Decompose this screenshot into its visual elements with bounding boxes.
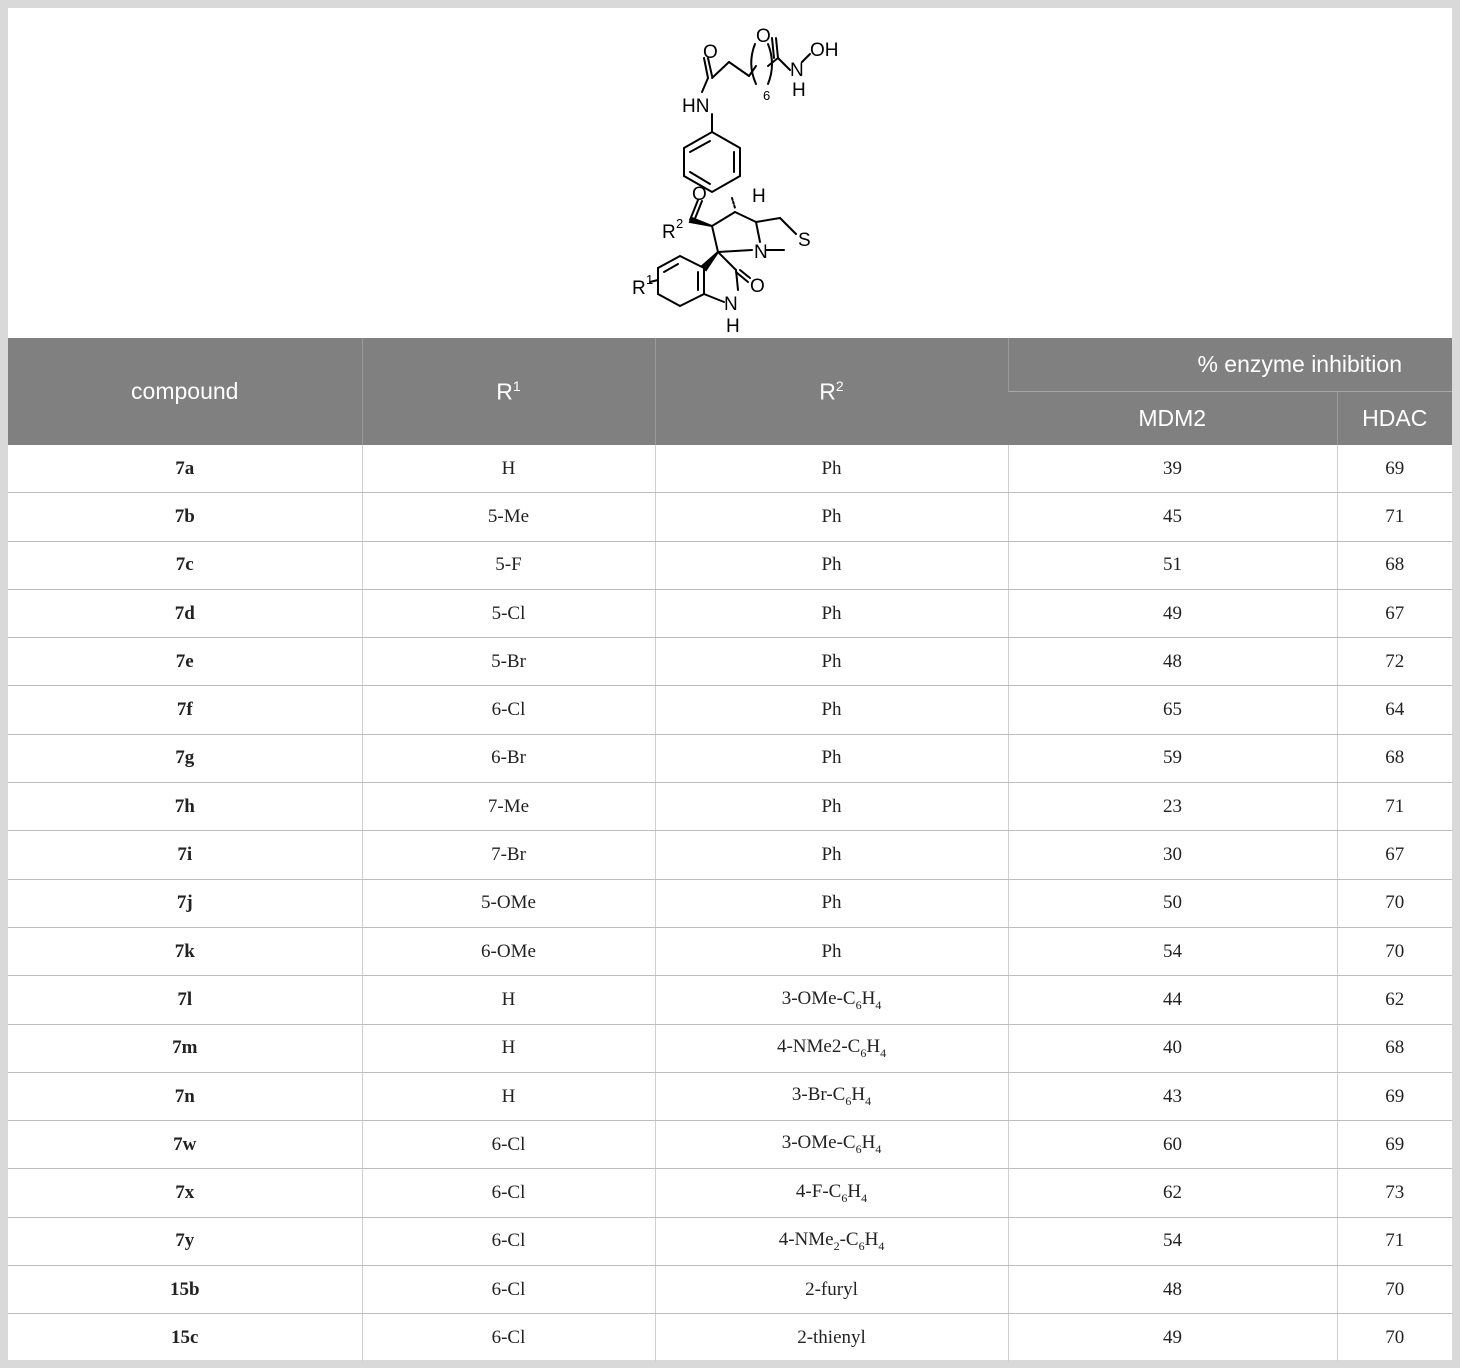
table-row xyxy=(8,493,1452,541)
cell-compound: 7d xyxy=(8,589,362,637)
cell-r2: $3-OMe-C_6H_4$ xyxy=(655,976,1008,1024)
cell-r1: 6-Cl xyxy=(362,1169,655,1217)
cell-r1: 5-F xyxy=(362,541,655,589)
cell-mdm2: 62 xyxy=(1008,1169,1337,1217)
cell-hdac: 70 xyxy=(1337,927,1452,975)
hydrogen-label: H xyxy=(752,186,766,207)
hydrogen-label: H xyxy=(726,316,740,336)
header-enzyme-inhibition: % enzyme inhibition xyxy=(1008,338,1452,392)
cell-mdm2: 45 xyxy=(1008,493,1337,541)
cell-r1: 6-Cl xyxy=(362,686,655,734)
cell-compound: 15b xyxy=(8,1266,362,1314)
inhibition-table xyxy=(8,338,1452,1362)
cell-mdm2: 30 xyxy=(1008,831,1337,879)
cell-mdm2: 65 xyxy=(1008,686,1337,734)
cell-hdac: 70 xyxy=(1337,1266,1452,1314)
table-figure xyxy=(8,8,1452,1360)
table-row xyxy=(8,783,1452,831)
cell-compound: 7e xyxy=(8,638,362,686)
cell-mdm2: 49 xyxy=(1008,589,1337,637)
cell-mdm2: 54 xyxy=(1008,1217,1337,1265)
table-row xyxy=(8,1217,1452,1265)
cell-r2: Ph xyxy=(655,445,1008,493)
cell-hdac: 70 xyxy=(1337,879,1452,927)
cell-hdac: 68 xyxy=(1337,541,1452,589)
cell-r1: 7-Me xyxy=(362,783,655,831)
cell-r1: 7-Br xyxy=(362,831,655,879)
cell-r2: $3-Br-C_6H_4$ xyxy=(655,1072,1008,1120)
cell-r1: H xyxy=(362,1024,655,1072)
hydrogen-label: H xyxy=(792,80,806,101)
cell-compound: 7h xyxy=(8,783,362,831)
table-row xyxy=(8,879,1452,927)
cell-mdm2: 54 xyxy=(1008,927,1337,975)
nitrogen-label: N xyxy=(790,60,804,81)
amide-nh-label: HN xyxy=(682,96,710,117)
cell-hdac: 68 xyxy=(1337,1024,1452,1072)
cell-hdac: 73 xyxy=(1337,1169,1452,1217)
cell-r2: $4-F-C_6H_4$ xyxy=(655,1169,1008,1217)
cell-compound: 7x xyxy=(8,1169,362,1217)
cell-r1: H xyxy=(362,976,655,1024)
cell-mdm2: 51 xyxy=(1008,541,1337,589)
cell-compound: 7g xyxy=(8,734,362,782)
cell-r1: 6-Br xyxy=(362,734,655,782)
cell-r2: Ph xyxy=(655,541,1008,589)
cell-compound: 7i xyxy=(8,831,362,879)
cell-r2: Ph xyxy=(655,493,1008,541)
table-row xyxy=(8,541,1452,589)
chemical-structure xyxy=(8,8,1452,338)
cell-mdm2: 59 xyxy=(1008,734,1337,782)
cell-hdac: 69 xyxy=(1337,1121,1452,1169)
cell-mdm2: 43 xyxy=(1008,1072,1337,1120)
cell-hdac: 69 xyxy=(1337,1072,1452,1120)
cell-compound: 7l xyxy=(8,976,362,1024)
cell-mdm2: 48 xyxy=(1008,638,1337,686)
cell-r1: 6-OMe xyxy=(362,927,655,975)
cell-r2: Ph xyxy=(655,686,1008,734)
cell-compound: 7y xyxy=(8,1217,362,1265)
header-r1: $R^1$ xyxy=(362,338,655,445)
cell-compound: 7a xyxy=(8,445,362,493)
table-row xyxy=(8,686,1452,734)
cell-mdm2: 50 xyxy=(1008,879,1337,927)
cell-mdm2: 39 xyxy=(1008,445,1337,493)
cell-r2: Ph xyxy=(655,927,1008,975)
cell-hdac: 68 xyxy=(1337,734,1452,782)
r1-label: R xyxy=(632,278,646,299)
cell-r2: $4-NMe2-C_6H_4$ xyxy=(655,1024,1008,1072)
table-row xyxy=(8,1169,1452,1217)
cell-compound: 7j xyxy=(8,879,362,927)
cell-compound: 7m xyxy=(8,1024,362,1072)
table-row xyxy=(8,927,1452,975)
cell-hdac: 62 xyxy=(1337,976,1452,1024)
cell-r2: 2-thienyl xyxy=(655,1314,1008,1362)
repeat-count-label: 6 xyxy=(763,88,771,103)
header-compound: compound xyxy=(8,338,362,445)
cell-hdac: 72 xyxy=(1337,638,1452,686)
cell-r1: 5-Me xyxy=(362,493,655,541)
cell-mdm2: 40 xyxy=(1008,1024,1337,1072)
header-r2: $R^2$ xyxy=(655,338,1008,445)
cell-r1: H xyxy=(362,445,655,493)
cell-hdac: 71 xyxy=(1337,493,1452,541)
table-row xyxy=(8,638,1452,686)
cell-r2: $4-NMe_2-C_6H_4$ xyxy=(655,1217,1008,1265)
nitrogen-label: N xyxy=(754,242,768,263)
cell-r2: Ph xyxy=(655,589,1008,637)
cell-r2: Ph xyxy=(655,879,1008,927)
structure-drawing xyxy=(608,14,868,336)
cell-r1: 5-Cl xyxy=(362,589,655,637)
header-mdm2: MDM2 xyxy=(1008,392,1337,446)
cell-r2: 2-furyl xyxy=(655,1266,1008,1314)
cell-compound: 7c xyxy=(8,541,362,589)
cell-compound: 7n xyxy=(8,1072,362,1120)
oxygen-label: O xyxy=(756,26,771,47)
cell-r1: 6-Cl xyxy=(362,1121,655,1169)
cell-hdac: 69 xyxy=(1337,445,1452,493)
cell-mdm2: 44 xyxy=(1008,976,1337,1024)
r2-superscript: 2 xyxy=(676,216,684,231)
cell-hdac: 64 xyxy=(1337,686,1452,734)
table-row xyxy=(8,1121,1452,1169)
cell-r2: Ph xyxy=(655,638,1008,686)
header-hdac: HDAC xyxy=(1337,392,1452,446)
sulfur-label: S xyxy=(798,230,811,251)
cell-compound: 15c xyxy=(171,1326,199,1348)
table-row xyxy=(8,831,1452,879)
cell-r1: H xyxy=(362,1072,655,1120)
cell-hdac: 71 xyxy=(1337,783,1452,831)
cell-r1: 5-OMe xyxy=(362,879,655,927)
table-row xyxy=(8,734,1452,782)
oxygen-label: O xyxy=(703,42,718,63)
oxygen-label: O xyxy=(750,276,765,297)
cell-r2: Ph xyxy=(655,783,1008,831)
r2-label: R xyxy=(662,222,676,243)
table-row xyxy=(8,589,1452,637)
cell-r2: $3-OMe-C_6H_4$ xyxy=(655,1121,1008,1169)
cell-hdac: 71 xyxy=(1337,1217,1452,1265)
table-row xyxy=(8,1266,1452,1314)
cell-hdac: 67 xyxy=(1337,831,1452,879)
cell-compound: 7k xyxy=(8,927,362,975)
cell-r1: 6-Cl xyxy=(362,1266,655,1314)
cell-mdm2: 60 xyxy=(1008,1121,1337,1169)
cell-mdm2: 23 xyxy=(1008,783,1337,831)
cell-hdac: 67 xyxy=(1337,589,1452,637)
cell-r2: Ph xyxy=(655,734,1008,782)
oxygen-label: O xyxy=(692,184,707,205)
cell-r2: Ph xyxy=(655,831,1008,879)
cell-mdm2: 48 xyxy=(1008,1266,1337,1314)
cell-hdac: 70 xyxy=(1337,1314,1452,1362)
cell-compound: 7f xyxy=(8,686,362,734)
cell-r1: 5-Br xyxy=(362,638,655,686)
table-row xyxy=(8,976,1452,1024)
nitrogen-label: N xyxy=(724,294,738,315)
r1-superscript: 1 xyxy=(646,272,654,287)
table-row xyxy=(8,1072,1452,1120)
hydroxyl-label: OH xyxy=(810,40,839,61)
cell-r1: 6-Cl xyxy=(362,1217,655,1265)
cell-mdm2: 49 xyxy=(1008,1314,1337,1362)
table-row xyxy=(8,1024,1452,1072)
table-row xyxy=(8,445,1452,493)
table-row xyxy=(8,1314,1452,1362)
cell-r1: 6-Cl xyxy=(362,1314,655,1362)
cell-compound: 7b xyxy=(8,493,362,541)
cell-compound: 7w xyxy=(8,1121,362,1169)
